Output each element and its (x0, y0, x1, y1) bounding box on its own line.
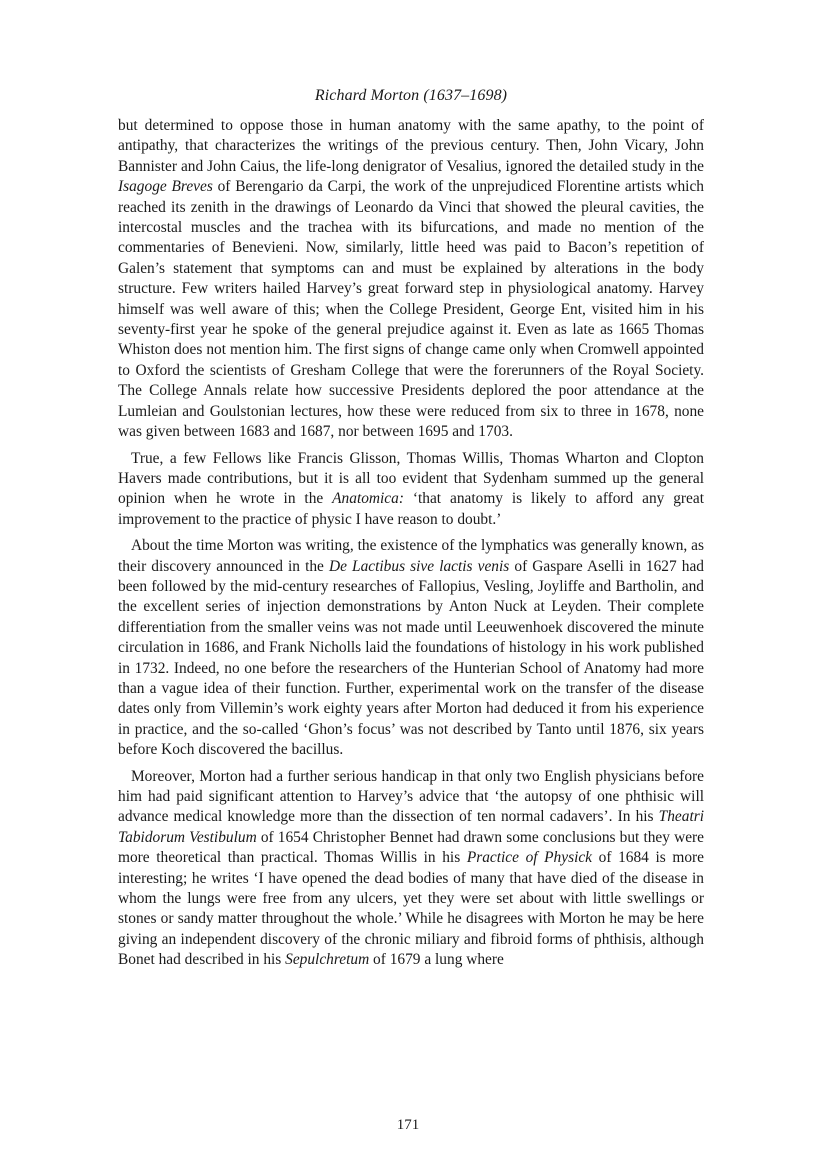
page-body (118, 86, 704, 977)
paragraph-2 (118, 449, 704, 531)
paragraph-text: Moreover, Morton had a further serious handicap in that only two English physicians before him had paid significant attention to Harvey’s advice that ‘the autopsy of one phthisic will advance medical knowledge more than the dissection of ten normal cadavers’. In his (118, 767, 704, 826)
paragraph-text: of 1654 Christopher Bennet had drawn some conclusions but they were more theoretical than practical. Thomas Willis in his (118, 828, 704, 867)
italic-title: Theatri Tabidorum Vestibulum (118, 808, 704, 846)
italic-title: Sepulchretum (285, 951, 370, 969)
italic-title: Practice of Physick (466, 849, 593, 867)
paragraph-3 (118, 536, 704, 760)
italic-title: Anatomica: (332, 490, 404, 508)
paragraph-text: but determined to oppose those in human anatomy with the same apathy, to the point of antipathy, that characterizes the writings of the previous century. Then, John Vicary, John Bannister and John Caius, the life-long denigrator of Vesalius, ignored the detailed study in the (118, 117, 704, 175)
paragraph-text: of 1684 is more interesting; he writes ‘I have opened the dead bodies of many that have died of the disease in whom the lungs were free from any ulcers, yet they were set about with little swellings or stones or sandy matter throughout the whole.’ While he disagrees with Morton he may be here giving an independent discovery of the chronic miliary and fibroid forms of phthisis, although Bonet had described in his (118, 849, 704, 969)
paragraph-1 (118, 116, 704, 443)
paragraph-text: of Gaspare Aselli in 1627 had been followed by the mid-century researches of Fallopius, Vesling, Joyliffe and Bartholin, and the excellent series of injection demonstrations by Anton Nuck at Leyden. Their complete differentiation from the smaller veins was not made until Leeuwenhoek discovered the minute circulation in 1686, and Frank Nicholls laid the foundations of histology in his work published in 1732. Indeed, no one before the researchers of the Hunterian School of Anatomy had more than a vague idea of their function. Further, experimental work on the transfer of the disease dates only from Villemin’s work eighty years after Morton had deduced it from his experience in practice, and the so-called ‘Ghon’s focus’ was not described by Tanto until 1876, six years before Koch discovered the bacillus. (118, 557, 705, 759)
running-head-dates: (1637–1698) (423, 87, 508, 104)
paragraph-text: About the time Morton was writing, the existence of the lymphatics was generally known, as their discovery announced in the (118, 537, 704, 575)
paragraph-text: ‘that anatomy is likely to afford any great improvement to the practice of physic I have reason to doubt.’ (118, 490, 704, 528)
paragraph-text: of 1679 a lung where (369, 951, 504, 969)
page-number: 171 (396, 1117, 420, 1133)
paragraph-4 (118, 767, 704, 971)
running-head-author: Richard Morton (314, 87, 420, 104)
running-head (118, 86, 704, 106)
paragraph-text: of Berengario da Carpi, the work of the unprejudiced Florentine artists which reached its zenith in the drawings of Leonardo da Vinci that showed the pleural cavities, the intercostal muscles and the trachea with its bifurcations, and made no mention of the commentaries of Benevieni. Now, similarly, little heed was paid to Bacon’s repetition of Galen’s statement that symptoms can and must be explained by alterations in the body structure. Few writers hailed Harvey’s great forward step in physiological anatomy. Harvey himself was well aware of this; when the College President, George Ent, visited him in his seventy-first year he spoke of the general prejudice against it. Even as late as 1665 Thomas Whiston does not mention him. The first signs of change came only when Cromwell appointed to Oxford the scientists of Gresham College that were the forerunners of the Royal Society. The College Annals relate how successive Presidents deplored the poor attendance at the Lumleian and Goulstonian lectures, how these were reduced from six to three in 1678, none was given between 1683 and 1687, nor between 1695 and 1703. (118, 178, 704, 441)
italic-title: Isagoge Breves (118, 178, 213, 196)
italic-title: De Lactibus sive lactis venis (329, 557, 510, 575)
paragraph-text: True, a few Fellows like Francis Glisson, Thomas Willis, Thomas Wharton and Clopton Havers made contributions, but it is all too evident that Sydenham summed up the general opinion when he wrote in the (118, 449, 704, 508)
